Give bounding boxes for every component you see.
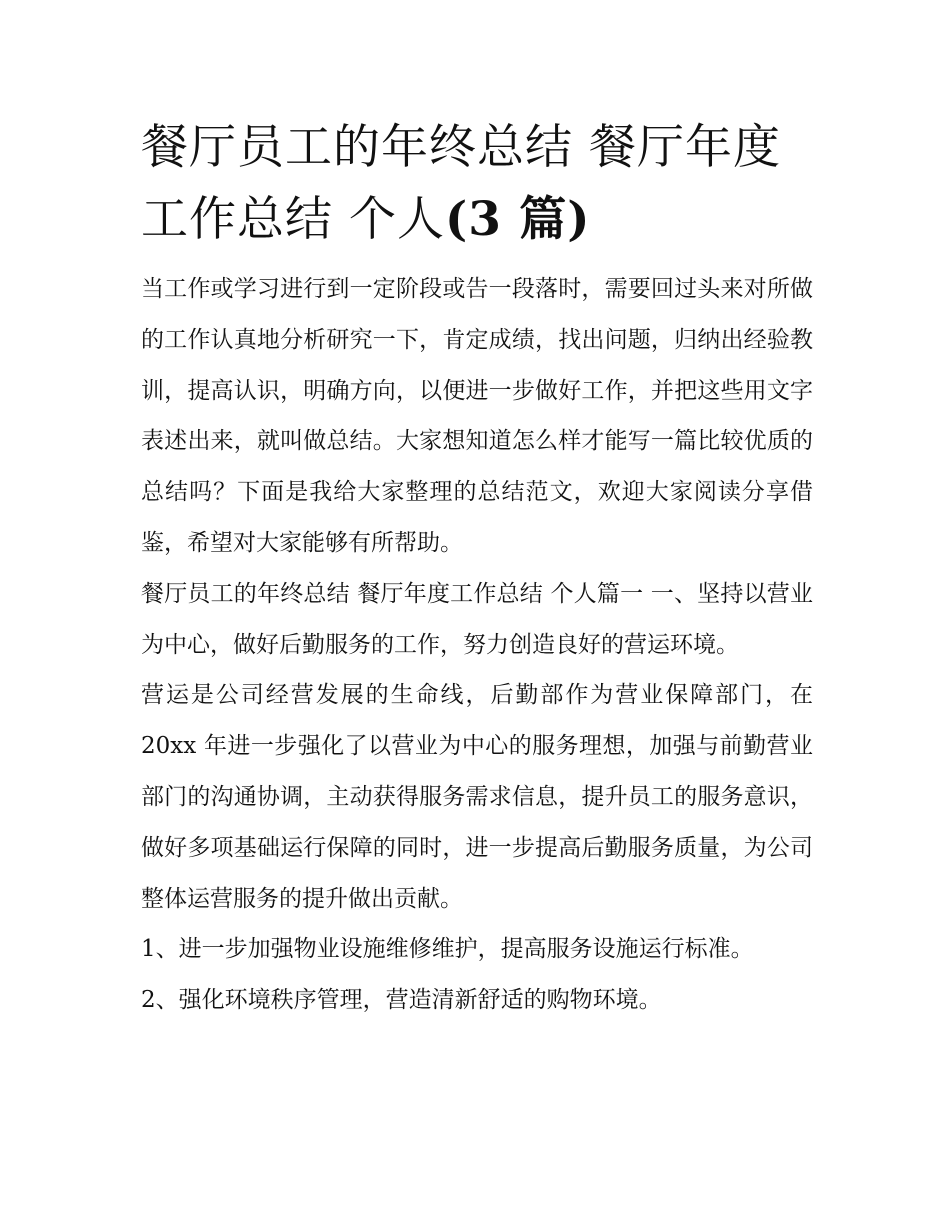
- list-item-1: 1、进一步加强物业设施维修维护，提高服务设施运行标准。: [141, 936, 754, 963]
- title-main-text: 餐厅员工的年终总结 餐厅年度工作总结 个人: [141, 120, 781, 247]
- document-title: [141, 112, 813, 256]
- title-suffix-text: (3 篇): [444, 192, 591, 247]
- body-paragraph: 营运是公司经营发展的生命线，后勤部作为营业保障部门，在20xx 年进一步强化了以营业为中心的服务理想，加强与前勤营业部门的沟通协调，主动获得服务需求信息，提升员工的服务意识，做好多项基础运行保障的同时，进一步提高后勤服务质量，为公司整体运营服务的提升做出贡献。: [141, 682, 813, 912]
- document-page: [141, 112, 813, 1026]
- intro-paragraph: 当工作或学习进行到一定阶段或告一段落时，需要回过头来对所做的工作认真地分析研究一下，肯定成绩，找出问题，归纳出经验教训，提高认识，明确方向，以便进一步做好工作，并把这些用文字表述出来，就叫做总结。大家想知道怎么样才能写一篇比较优质的总结吗？下面是我给大家整理的总结范文，欢迎大家阅读分享借鉴，希望对大家能够有所帮助。: [141, 276, 813, 556]
- list-item-2: 2、强化环境秩序管理，营造清新舒适的购物环境。: [141, 987, 662, 1014]
- section-heading-paragraph: 餐厅员工的年终总结 餐厅年度工作总结 个人篇一 一、坚持以营业为中心，做好后勤服务的工作，努力创造良好的营运环境。: [141, 580, 813, 658]
